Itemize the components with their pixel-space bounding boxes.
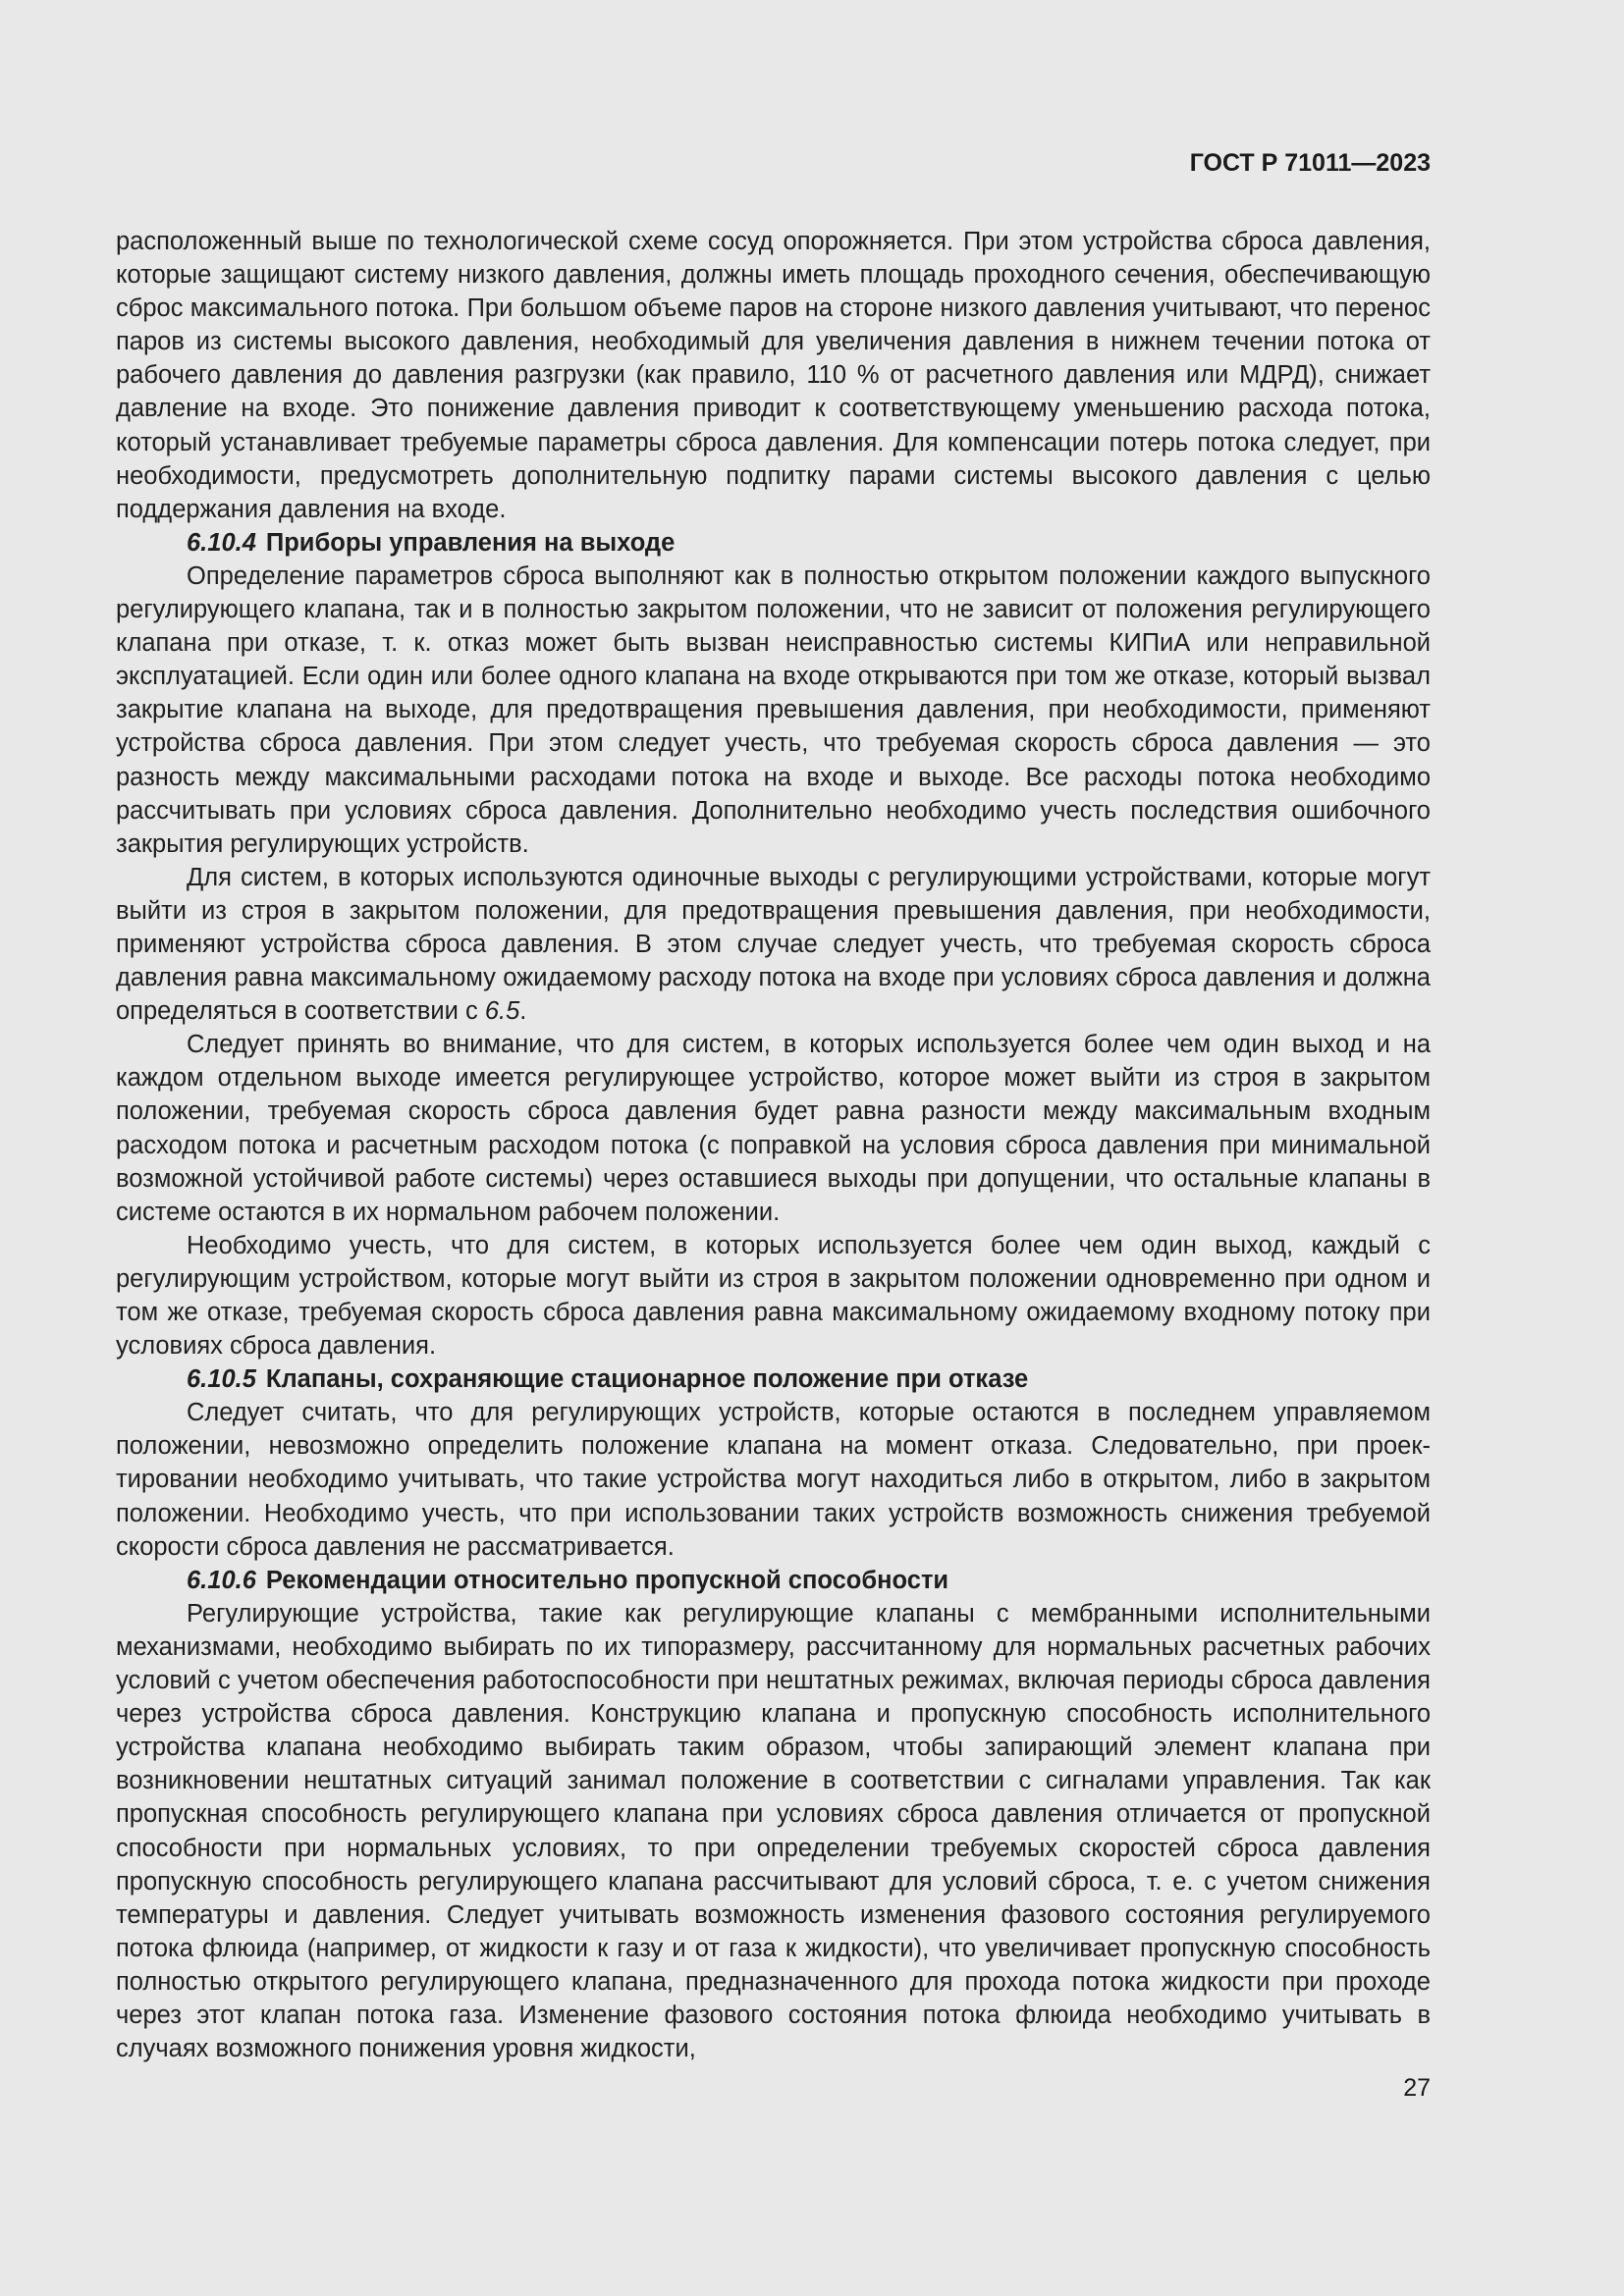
paragraph-end: . xyxy=(519,997,527,1026)
paragraph: Необходимо учесть, что для систем, в которых используется более чем один выход, каждый с регулирующим устройством, которые могут выйти из строя в закрытом положении одновременно при одном и том же отказе, требуемая скорость сброса давления равна максимальному ожидаемому входному потоку при условиях сброса давления. xyxy=(116,1231,1431,1361)
section-title: Рекомендации относительно пропускной способности xyxy=(265,1566,949,1594)
section-number: 6.10.5 xyxy=(187,1365,256,1394)
paragraph: Следует считать, что для регулирующих устройств, которые остаются в последнем управляемом положении, невозможно определить положение клапана на момент отказа. Следовательно, при проектировании необходимо учитывать, что такие устройства могут находиться либо в открытом, либо в закрытом положении. Необходимо учесть, что при использовании таких устройств возможность снижения требуемой скорости сброса давления не рассматривается. xyxy=(116,1399,1431,1561)
section-number: 6.10.6 xyxy=(187,1566,256,1594)
clause-reference: 6.5 xyxy=(484,997,520,1026)
section-title: Приборы управления на выходе xyxy=(265,528,676,557)
section-heading-6-10-6 xyxy=(116,1564,1431,1597)
body-text xyxy=(116,225,1431,2065)
paragraph xyxy=(116,861,1431,1028)
section-title: Клапаны, сохраняющие стационарное положение при отказе xyxy=(265,1365,1029,1394)
standard-designation: ГОСТ Р 71011—2023 xyxy=(1189,149,1431,177)
page-number: 27 xyxy=(1403,2074,1431,2102)
section-heading-6-10-5 xyxy=(116,1362,1431,1396)
section-heading-6-10-4 xyxy=(116,526,1431,560)
paragraph: Следует принять во внимание, что для систем, в которых используется более чем один выход и на каждом отдельном выходе имеется регулирующее устройство, которое может выйти из строя в закрытом положении, требуемая скорость сброса давления будет равна разности между максимальным входным расходом потока и расчетным расходом потока (с поправкой на условия сброса давления при минимальной возможной устойчивой работе системы) через оставшиеся выходы при допущении, что остальные клапаны в системе остаются в их нормальном рабочем положении. xyxy=(116,1031,1431,1226)
section-number: 6.10.4 xyxy=(187,528,256,557)
paragraph: расположенный выше по технологической схеме сосуд опорожняется. При этом устройства сброса давления, которые защищают систему низкого давления, должны иметь площадь проходного сечения, обеспечивающую сброс максимального потока. При большом объеме паров на стороне низкого давления учитывают, что перенос паров из системы высокого давления, необходимый для увеличения давления в нижнем течении потока от рабочего давления до давления разгрузки (как правило, 110 % от расчетного давления или МДРД), снижает давление на входе. Это понижение давления приводит к соответствующему уменьшению расхода потока, который устанавливает требуемые параметры сброса давления. Для компенсации потерь потока следует, при необходимости, предусмотреть дополнительную подпитку парами системы высокого давления с целью поддержания давления на входе. xyxy=(116,228,1431,523)
paragraph: Регулирующие устройства, такие как регулирующие клапаны с мембранными исполнительными механизмами, необходимо выбирать по их типоразмеру, рассчитанному для нормальных расчетных рабочих условий с учетом обеспечения работоспособности при нештатных режимах, включая периоды сброса давления через устройства сброса давления. Конструкцию клапана и пропускную способность исполнительного устройства клапана необходимо выбирать таким образом, чтобы запирающий элемент клапана при возникновении нештатных ситуаций занимал положение в соответствии с сигналами управления. Так как пропускная способность регулирующего клапана при условиях сброса давления отличается от пропускной способности при нормальных условиях, то при определении требуемых скоростей сброса давления пропускную способность регулирующего клапана рассчитывают для условий сброса, т. е. с учетом снижения температуры и давления. Следует учитывать возможность изменения фазового состояния регулируемого потока флюида (например, от жидкости к газу и от газа к жидкости), что увеличивает пропускную способность полностью открытого регулирующего клапана, предназначенного для прохода потока жидкости при проходе через этот клапан потока газа. Изменение фазового состояния потока флюида необходимо учитывать в случаях возможного понижения уровня жидкости, xyxy=(116,1599,1431,2063)
paragraph: Определение параметров сброса выполняют как в полностью открытом положении каждого выпускного регулирующего клапана, так и в полностью закрытом положении, что не зависит от положения регулирующего клапана при отказе, т. к. отказ может быть вызван неисправностью системы КИПиА или неправильной эксплуатацией. Если один или более одного клапана на входе открываются при том же отказе, который вызвал закрытие клапана на выходе, для предотвращения превышения давления, при необходимости, применяют устройства сброса давления. При этом следует учесть, что требуемая скорость сброса давления — это разность между максимальными расходами потока на входе и выходе. Все расходы потока необходимо рассчитывать при условиях сброса давления. Дополнительно необходимо учесть последствия ошибочного закрытия регулирующих устройств. xyxy=(116,561,1431,858)
paragraph-text: Для систем, в которых используются одиночные выходы с регулирующими устройствами, которые могут выйти из строя в закрытом положении, для предотвращения превышения давления, при необходимости, применяют устройства сброса давления. В этом случае следует учесть, что требуемая скорость сброса давления равна максимальному ожидаемому расходу потока на входе при условиях сброса давления и должна определяться в соответствии с xyxy=(116,863,1431,1026)
